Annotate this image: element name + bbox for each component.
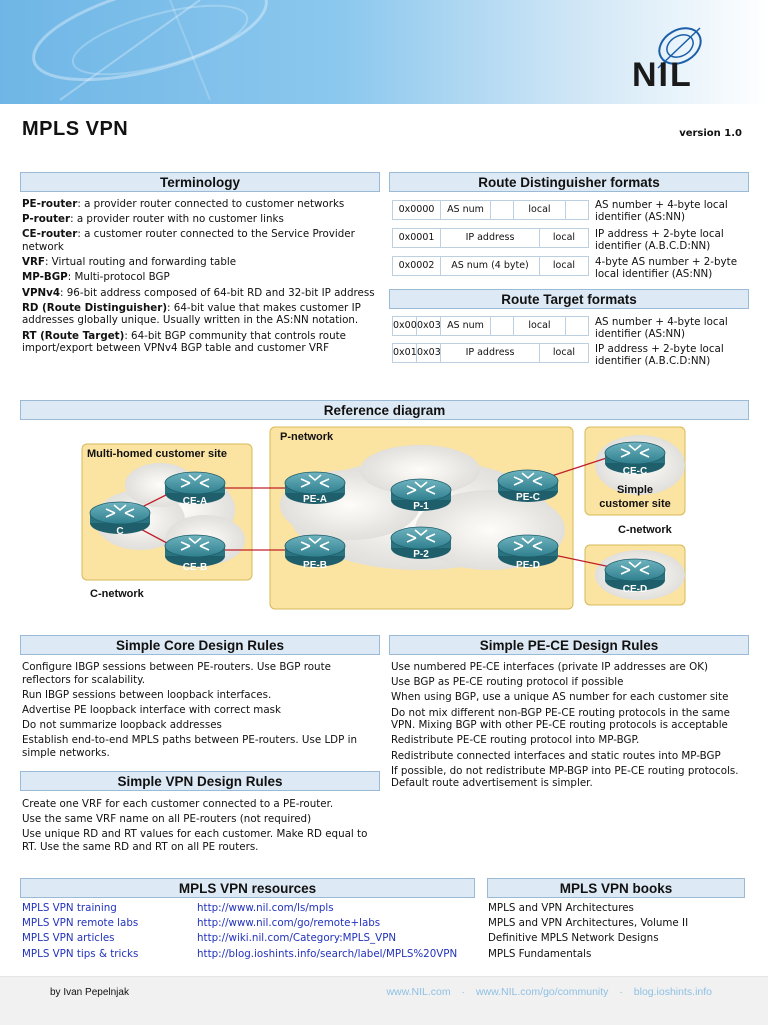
footer-separator: ·	[461, 986, 466, 998]
router-label: P-2	[413, 549, 429, 560]
term-item: MP-BGP: Multi-protocol BGP	[22, 271, 170, 284]
vpn-rules-heading: Simple VPN Design Rules	[20, 771, 380, 791]
list-item: Use numbered PE-CE interfaces (private IP addresses are OK)	[391, 661, 709, 673]
rt-ip-cell: IP address	[441, 344, 540, 362]
rd-local-cell: local	[552, 232, 576, 243]
core-rules-list	[22, 661, 377, 762]
footer	[0, 976, 768, 1025]
router-label: CE-A	[182, 496, 208, 507]
list-item: Use unique RD and RT values for each customer. Make RD equal to RT. Use the same RD and RT on all PE routers.	[22, 828, 368, 853]
footer-link[interactable]: blog.ioshints.info	[633, 986, 712, 998]
terminology-list	[22, 198, 377, 357]
resource-url-link[interactable]: http://www.nil.com/ls/mpls	[197, 902, 334, 914]
rd-type-cell: 0x0000	[393, 201, 441, 219]
book-item: MPLS Fundamentals	[488, 947, 592, 960]
resource-url-link[interactable]: http://blog.ioshints.info/search/label/MPLS%20VPN	[197, 947, 458, 960]
rt-type-cell: 0x00	[393, 317, 417, 335]
multihomed-site-label: Multi-homed customer site	[87, 448, 227, 460]
rd-asnum-cell: AS num	[441, 201, 491, 219]
p-network-label: P-network	[280, 431, 334, 443]
resource-url-link[interactable]: http://www.nil.com/go/remote+labs	[197, 917, 381, 930]
router-label: PE-C	[516, 492, 540, 503]
rd-format-row	[392, 200, 589, 220]
router-label: CE-C	[622, 466, 648, 477]
network-diagram	[0, 420, 768, 620]
rt-formats-heading: Route Target formats	[389, 289, 749, 309]
router-label: PE-A	[303, 494, 327, 505]
pece-rules-list	[391, 661, 749, 793]
list-item: Establish end-to-end MPLS paths between PE-routers. Use LDP in simple networks.	[22, 734, 357, 759]
list-item: Use the same VRF name on all PE-routers (not required)	[22, 813, 312, 826]
header-banner	[0, 0, 768, 104]
term-item: RT (Route Target): 64-bit BGP community that controls route import/export between VPNv4 BGP table and customer VRF	[22, 329, 346, 355]
list-item: Run IBGP sessions between loopback interfaces.	[22, 688, 272, 701]
resource-link[interactable]: MPLS VPN remote labs	[22, 917, 139, 930]
rd-format-row	[392, 228, 589, 248]
list-item: Redistribute PE-CE routing protocol into MP-BGP.	[391, 734, 640, 747]
rt-local-cell: local	[552, 347, 576, 358]
rt-asnum-cell: AS num	[441, 317, 491, 335]
rd-format-desc: IP address + 2-byte local identifier (A.B.C.D:NN)	[595, 228, 724, 253]
rd-format-desc: AS number + 4-byte local identifier (AS:NN)	[595, 199, 728, 224]
list-item: If possible, do not redistribute MP-BGP into PE-CE routing protocols. Default route advertisement is simpler.	[391, 764, 739, 790]
term-item: P-router: a provider router with no customer links	[22, 213, 284, 226]
rd-formats-heading: Route Distinguisher formats	[389, 172, 749, 192]
term-item: PE-router: a provider router connected to customer networks	[22, 198, 345, 210]
diagram-heading: Reference diagram	[20, 400, 749, 420]
resources-urls	[197, 901, 482, 962]
list-item: Do not mix different non-BGP PE-CE routing protocols in the same VPN. Mixing BGP with other PE-CE routing protocols is acceptable	[391, 706, 730, 732]
rt-format-row	[392, 343, 589, 363]
c-network-left-label: C-network	[90, 588, 144, 600]
rt-subtype-cell: 0x03	[417, 344, 441, 362]
rd-format-row	[392, 256, 589, 276]
footer-links	[382, 986, 716, 998]
resource-link[interactable]: MPLS VPN tips & tricks	[22, 947, 139, 960]
book-item: Definitive MPLS Network Designs	[488, 932, 659, 945]
footer-link[interactable]: www.NIL.com	[386, 986, 451, 998]
footer-link[interactable]: www.NIL.com/go/community	[475, 986, 609, 998]
simple-site-label: Simple customer site	[599, 484, 671, 510]
router-label: C	[116, 526, 124, 537]
rt-pad-cell	[566, 317, 588, 335]
resource-link[interactable]: MPLS VPN training	[22, 902, 117, 914]
rt-subtype-cell: 0x03	[417, 317, 441, 335]
core-rules-heading: Simple Core Design Rules	[20, 635, 380, 655]
page-title: MPLS VPN	[22, 118, 129, 140]
list-item: Configure IBGP sessions between PE-routers. Use BGP route reflectors for scalability.	[22, 661, 331, 686]
rt-local-cell: local	[514, 317, 566, 335]
book-item: MPLS and VPN Architectures	[488, 902, 634, 914]
term-item: RD (Route Distinguisher): 64-bit value that makes customer IP addresses globally unique. Usually written in the AS:NN notation.	[22, 301, 361, 327]
term-item: VRF: Virtual routing and forwarding table	[22, 256, 237, 269]
rt-type-cell: 0x01	[393, 344, 417, 362]
list-item: Use BGP as PE-CE routing protocol if possible	[391, 676, 624, 689]
term-item: VPNv4: 96-bit address composed of 64-bit RD and 32-bit IP address	[22, 286, 375, 299]
resources-names	[22, 901, 192, 962]
resources-heading: MPLS VPN resources	[20, 878, 475, 898]
router-label: CE-B	[182, 562, 208, 573]
books-list	[488, 901, 746, 962]
rt-pad-cell	[491, 317, 514, 335]
book-item: MPLS and VPN Architectures, Volume II	[488, 917, 689, 930]
list-item: Create one VRF for each customer connected to a PE-router.	[22, 798, 334, 810]
nil-logo[interactable]	[628, 22, 728, 97]
router-label: PE-B	[303, 560, 327, 571]
rd-local-cell: local	[514, 201, 566, 219]
list-item: When using BGP, use a unique AS number for each customer site	[391, 691, 729, 704]
rd-ip-cell: IP address	[441, 229, 540, 247]
router-label: CE-D	[622, 584, 648, 595]
resource-url-link[interactable]: http://wiki.nil.com/Category:MPLS_VPN	[197, 932, 397, 945]
terminology-heading: Terminology	[20, 172, 380, 192]
version-label: version 1.0	[679, 128, 742, 139]
rd-pad-cell	[491, 201, 514, 219]
vpn-rules-list	[22, 798, 377, 856]
resource-link[interactable]: MPLS VPN articles	[22, 932, 115, 945]
rd-as4-cell: AS num (4 byte)	[441, 257, 540, 275]
rd-type-cell: 0x0002	[393, 257, 441, 275]
router-label: PE-D	[516, 560, 540, 571]
list-item: Redistribute connected interfaces and static routes into MP-BGP	[391, 749, 721, 762]
rt-format-desc: AS number + 4-byte local identifier (AS:NN)	[595, 316, 728, 341]
list-item: Advertise PE loopback interface with correct mask	[22, 703, 281, 716]
rt-format-row	[392, 316, 589, 336]
list-item: Do not summarize loopback addresses	[22, 719, 222, 732]
rd-type-cell: 0x0001	[393, 229, 441, 247]
books-heading: MPLS VPN books	[487, 878, 745, 898]
rd-pad-cell	[566, 201, 588, 219]
rd-local-cell: local	[552, 260, 576, 271]
term-item: CE-router: a customer router connected to the Service Provider network	[22, 228, 355, 253]
router-label: P-1	[413, 501, 429, 512]
nil-logo-text: NIL	[632, 56, 693, 94]
rd-format-desc: 4-byte AS number + 2-byte local identifier (AS:NN)	[595, 256, 738, 281]
c-network-right-label: C-network	[618, 524, 672, 536]
author-credit: by Ivan Pepelnjak	[50, 987, 129, 998]
footer-separator: ·	[619, 986, 623, 998]
rt-format-desc: IP address + 2-byte local identifier (A.B.C.D:NN)	[595, 343, 724, 368]
pece-rules-heading: Simple PE-CE Design Rules	[389, 635, 749, 655]
